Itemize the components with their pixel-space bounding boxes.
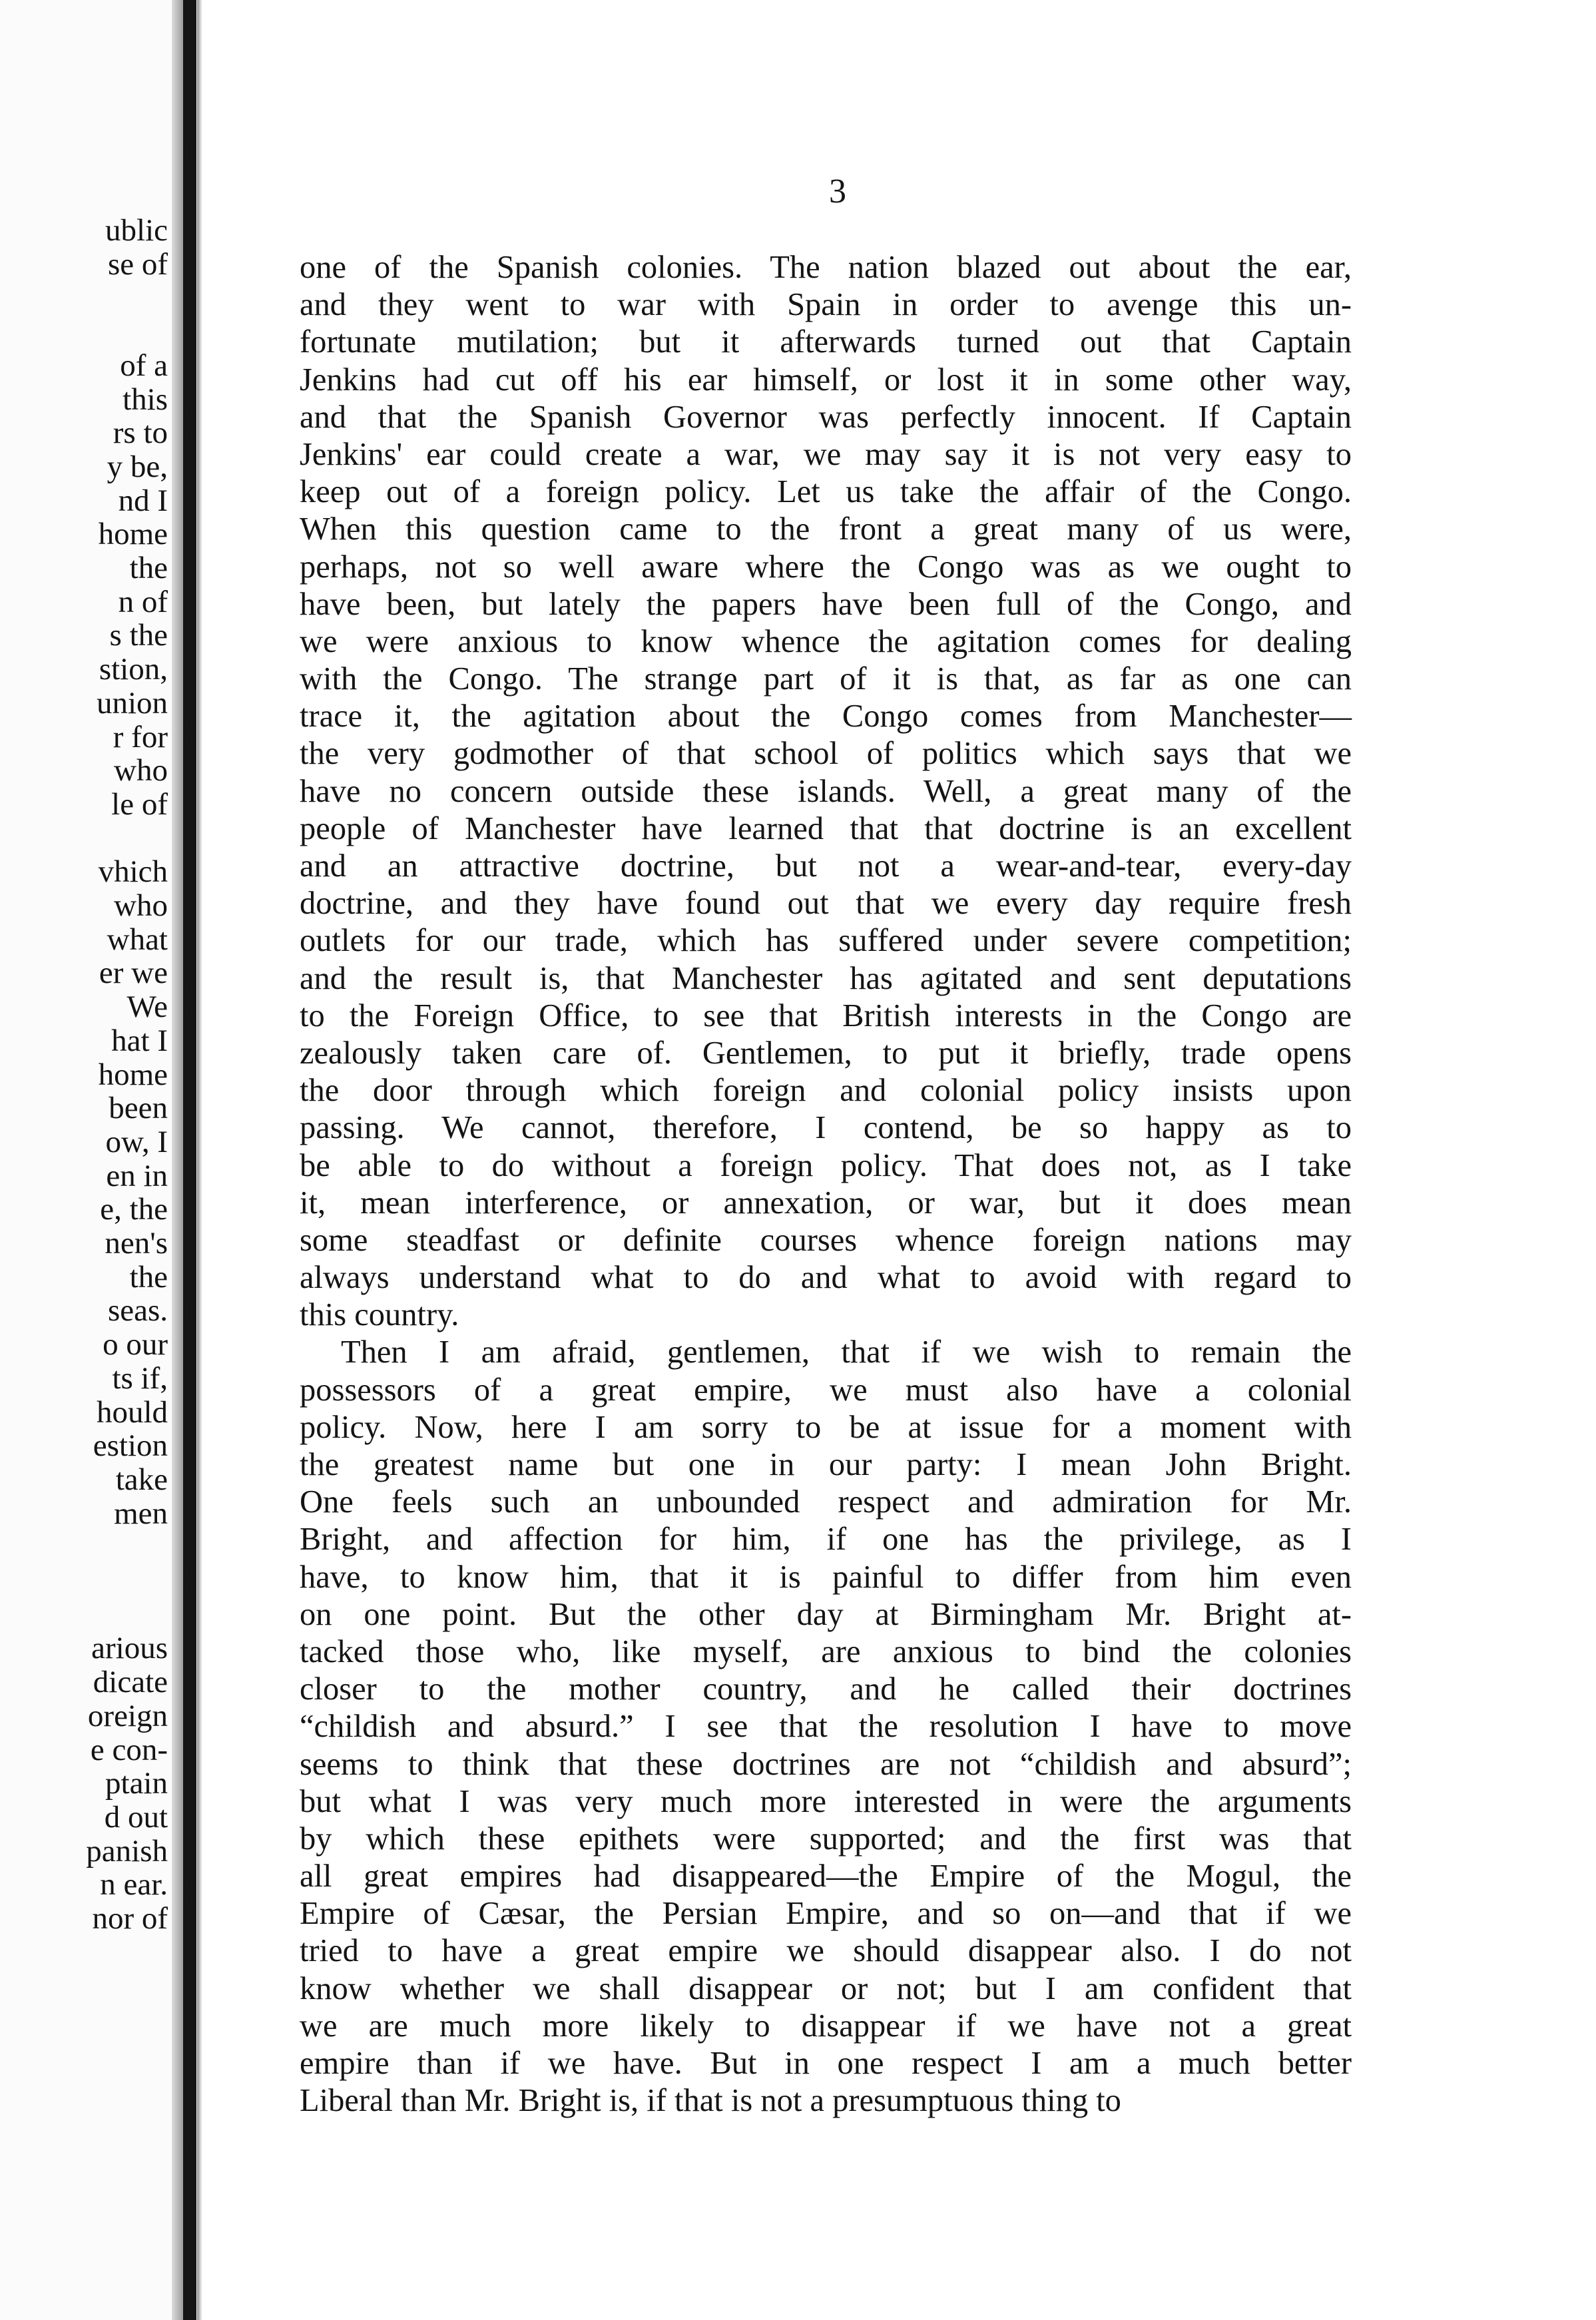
left-page-fragment: of a [120, 348, 168, 383]
left-page-fragment: who [114, 753, 168, 788]
text-line: the greatest name but one in our party: I mean John Bright. [300, 1447, 1352, 1482]
left-page-fragment: le of [111, 786, 168, 822]
left-page-fragment: men [114, 1496, 168, 1531]
left-page-fragment: n of [118, 584, 168, 619]
page-body [300, 249, 1352, 2120]
left-page-fragment: nd I [118, 483, 168, 518]
left-page-fragment: stion, [99, 652, 168, 687]
text-line: we were anxious to know whence the agitation comes for dealing [300, 623, 1352, 659]
text-line: the door through which foreign and colonial policy insists upon [300, 1073, 1352, 1109]
left-page-fragment: hould [96, 1394, 168, 1430]
text-line: some steadfast or definite courses whence foreign nations may [300, 1222, 1352, 1258]
text-line: closer to the mother country, and he called their doctrines [300, 1671, 1352, 1707]
left-page-fragment: estion [93, 1428, 168, 1464]
text-line: it, mean interference, or annexation, or war, but it does mean [300, 1185, 1352, 1221]
left-page-fragment: rs to [113, 416, 168, 451]
text-line: tacked those who, like myself, are anxious to bind the colonies [300, 1633, 1352, 1669]
left-page-fragment: nen's [105, 1226, 168, 1261]
left-page-fragment: the [129, 1259, 168, 1295]
left-page-fragment: the [129, 551, 168, 585]
left-page-fragment: union [96, 685, 168, 721]
left-page-fragment: take [115, 1462, 168, 1497]
text-line: seems to think that these doctrines are not “childish and absurd”; [300, 1746, 1352, 1782]
page-number: 3 [829, 172, 846, 210]
text-line: possessors of a great empire, we must also have a colonial [300, 1372, 1352, 1408]
text-line: this country. [300, 1297, 459, 1333]
text-line: be able to do without a foreign policy. That does not, as I take [300, 1147, 1352, 1183]
left-page-fragment: d out [104, 1799, 168, 1835]
left-page-fragment: ublic [105, 213, 168, 248]
left-page-fragment: We [127, 990, 168, 1025]
text-line: people of Manchester have learned that that doctrine is an excellent [300, 810, 1352, 846]
book-spine [183, 0, 196, 2320]
text-line: the very godmother of that school of politics which says that we [300, 736, 1352, 772]
left-page-fragment: o our [103, 1327, 168, 1362]
left-page-fragment: s the [109, 618, 168, 653]
text-line: doctrine, and they have found out that we every day require fresh [300, 886, 1352, 922]
left-page-fragment: home [98, 517, 168, 552]
text-line: we are much more likely to disappear if we have not a great [300, 2008, 1352, 2044]
text-line: all great empires had disappeared—the Empire of the Mogul, the [300, 1859, 1352, 1894]
text-line: Bright, and affection for him, if one has the privilege, as I [300, 1522, 1352, 1558]
text-line: to the Foreign Office, to see that British interests in the Congo are [300, 998, 1352, 1033]
left-page-fragment: r for [113, 719, 168, 754]
text-line: keep out of a foreign policy. Let us take the affair of the Congo. [300, 474, 1352, 510]
text-line: Jenkins had cut off his ear himself, or lost it in some other way, [300, 362, 1352, 398]
left-page-fragment: this [123, 382, 168, 417]
left-page-fragment: dicate [93, 1665, 168, 1700]
text-line: one of the Spanish colonies. The nation blazed out about the ear, [300, 250, 1352, 285]
text-line: fortunate mutilation; but it afterwards turned out that Captain [300, 324, 1352, 360]
left-page-fragment: n ear. [100, 1867, 168, 1902]
left-page-fragment: who [114, 888, 168, 923]
text-line: and that the Spanish Governor was perfectly innocent. If Captain [300, 399, 1352, 435]
left-page-fragment: en in [106, 1158, 168, 1193]
text-line: know whether we shall disappear or not; but I am confident that [300, 1970, 1352, 2006]
text-line: and they went to war with Spain in order to avenge this un- [300, 287, 1352, 323]
left-page-fragment: se of [107, 246, 168, 282]
left-page-fragment: er we [99, 956, 168, 991]
text-line: passing. We cannot, therefore, I contend, be so happy as to [300, 1110, 1352, 1146]
text-line: empire than if we have. But in one respect I am a much better [300, 2046, 1352, 2081]
left-page-fragment: e, the [100, 1192, 168, 1227]
text-line: When this question came to the front a great many of us were, [300, 511, 1352, 547]
left-page-fragment: hat I [111, 1023, 168, 1058]
text-line: outlets for our trade, which has suffered under severe competition; [300, 923, 1352, 959]
text-line: always understand what to do and what to avoid with regard to [300, 1260, 1352, 1296]
text-line: zealously taken care of. Gentlemen, to put it briefly, trade opens [300, 1035, 1352, 1071]
text-line: by which these epithets were supported; and the first was that [300, 1821, 1352, 1857]
text-line: tried to have a great empire we should disappear also. I do not [300, 1933, 1352, 1969]
left-page-fragment: panish [86, 1833, 168, 1869]
spine-highlight [197, 0, 202, 2320]
text-line: have, to know him, that it is painful to differ from him even [300, 1559, 1352, 1595]
text-line: have been, but lately the papers have been full of the Congo, and [300, 586, 1352, 622]
left-page-fragment: vhich [98, 854, 168, 890]
text-line: with the Congo. The strange part of it is that, as far as one can [300, 661, 1352, 697]
text-line: trace it, the agitation about the Congo comes from Manchester— [300, 699, 1352, 734]
text-line: Liberal than Mr. Bright is, if that is not a presumptuous thing to [300, 2083, 1121, 2119]
text-line: but what I was very much more interested in were the arguments [300, 1783, 1352, 1819]
text-line: Then I am afraid, gentlemen, that if we wish to remain the [341, 1334, 1352, 1370]
left-page-fragment: seas. [107, 1293, 168, 1328]
text-line: One feels such an unbounded respect and admiration for Mr. [300, 1484, 1352, 1520]
left-page-fragment: arious [91, 1631, 168, 1666]
left-page-edge [0, 0, 180, 2320]
left-page-fragment: home [98, 1057, 168, 1092]
left-page-fragment: oreign [87, 1698, 168, 1733]
left-page-fragment: e con- [90, 1732, 168, 1767]
text-line: on one point. But the other day at Birmingham Mr. Bright at- [300, 1596, 1352, 1632]
text-line: “childish and absurd.” I see that the resolution I have to move [300, 1709, 1352, 1745]
text-line: Empire of Cæsar, the Persian Empire, and so on—and that if we [300, 1896, 1352, 1932]
text-line: and an attractive doctrine, but not a wear-and-tear, every-day [300, 848, 1352, 884]
left-page-fragment: ow, I [105, 1124, 168, 1159]
text-line: have no concern outside these islands. Well, a great many of the [300, 773, 1352, 809]
left-page-fragment: ptain [105, 1766, 168, 1801]
left-page-fragment: nor of [92, 1901, 168, 1936]
text-line: perhaps, not so well aware where the Congo was as we ought to [300, 549, 1352, 585]
left-page-fragment: ts if, [112, 1360, 168, 1396]
text-line: policy. Now, here I am sorry to be at issue for a moment with [300, 1409, 1352, 1445]
left-page-fragment: been [109, 1091, 168, 1126]
text-line: and the result is, that Manchester has agitated and sent deputations [300, 960, 1352, 996]
text-line: Jenkins' ear could create a war, we may say it is not very easy to [300, 436, 1352, 472]
left-page-fragment: y be, [107, 449, 168, 484]
left-page-fragment: what [107, 922, 168, 957]
